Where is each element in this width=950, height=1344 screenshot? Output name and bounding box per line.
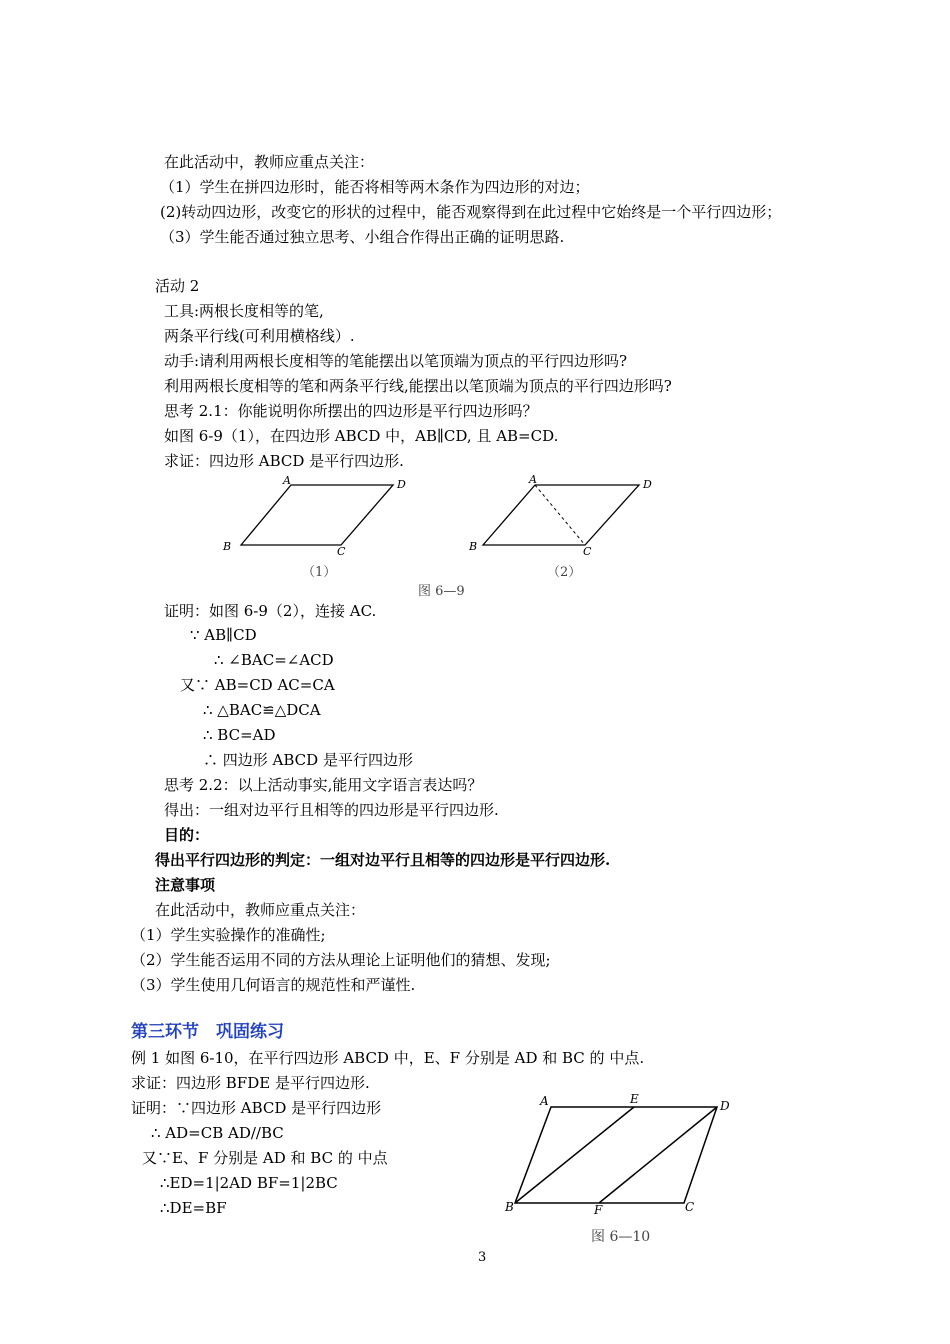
activity2-line-5: 思考 2.1：你能说明你所摆出的四边形是平行四边形吗？ xyxy=(164,402,538,420)
section3-proof-line-5: ∴DE=BF xyxy=(160,1199,227,1217)
activity2-line-3: 动手:请利用两根长度相等的笔能摆出以笔顶端为顶点的平行四边形吗? xyxy=(164,352,628,370)
activity2-line-4: 利用两根长度相等的笔和两条平行线,能摆出以笔顶端为顶点的平行四边形吗? xyxy=(164,377,672,395)
attention1-item-2: (2)转动四边形，改变它的形状的过程中，能否观察得到在此过程中它始终是一个平行四边形； xyxy=(160,203,782,221)
attention1-item-3: （3）学生能否通过独立思考、小组合作得出正确的证明思路. xyxy=(160,228,565,246)
attention1-item-1: （1）学生在拼四边形时，能否将相等两木条作为四边形的对边； xyxy=(160,178,590,196)
purpose-label: 目的： xyxy=(164,826,210,844)
section3-example: 例 1 如图 6-10，在平行四边形 ABCD 中，E、F 分别是 AD 和 BC 的 中点. xyxy=(131,1049,645,1067)
notes-item-2: （2）学生能否运用不同的方法从理论上证明他们的猜想、发现; xyxy=(131,951,551,969)
activity2-line-7: 求证：四边形 ABCD 是平行四边形. xyxy=(164,452,404,470)
fig69-2-label-d: D xyxy=(643,478,652,491)
think22-question: 思考 2.2：以上活动事实,能用文字语言表达吗？ xyxy=(164,776,483,794)
figure-6-9-sub2-caption: （2） xyxy=(547,565,582,580)
section3-prove: 求证：四边形 BFDE 是平行四边形. xyxy=(131,1074,370,1092)
notes-intro: 在此活动中，教师应重点关注： xyxy=(155,901,366,919)
fig610-label-c: C xyxy=(685,1200,695,1214)
proof1-line-2: ∵ AB∥CD xyxy=(190,626,257,644)
figure-6-9-caption: 图 6—9 xyxy=(418,584,465,599)
page-number: 3 xyxy=(478,1250,487,1265)
parallelogram-2 xyxy=(483,485,639,545)
section3-proof-line-3: 又∵E、F 分别是 AD 和 BC 的 中点 xyxy=(142,1149,388,1167)
fig610-label-a: A xyxy=(540,1094,549,1108)
fig610-label-e: E xyxy=(630,1092,639,1106)
fig69-2-label-c: C xyxy=(583,545,592,558)
proof1-line-3: ∴ ∠BAC=∠ACD xyxy=(214,651,334,669)
figure-6-10-drawing xyxy=(498,1090,743,1220)
fig69-2-label-a: A xyxy=(529,473,537,486)
fig69-1-label-b: B xyxy=(223,540,232,553)
notes-label: 注意事项 xyxy=(155,876,216,894)
parallelogram-1 xyxy=(241,485,393,545)
section3-proof-line-2: ∴ AD=CB AD//BC xyxy=(151,1124,284,1142)
activity2-line-2: 两条平行线(可利用横格线）. xyxy=(164,327,355,345)
figure-6-9-sub1-caption: （1） xyxy=(302,565,337,580)
proof1-line-5: ∴ △BAC≌△DCA xyxy=(203,701,321,719)
purpose-text: 得出平行四边形的判定：一组对边平行且相等的四边形是平行四边形. xyxy=(155,851,611,869)
figure-6-10 xyxy=(498,1090,743,1220)
fig69-2-label-b: B xyxy=(469,540,478,553)
notes-item-3: （3）学生使用几何语言的规范性和严谨性. xyxy=(131,976,416,994)
attention1-intro: 在此活动中，教师应重点关注： xyxy=(164,153,375,171)
fig610-label-f: F xyxy=(594,1203,603,1217)
proof1-line-7: ∴ 四边形 ABCD 是平行四边形 xyxy=(203,751,413,769)
fig69-1-label-a: A xyxy=(283,474,291,487)
section3-proof-line-4: ∴ED=1|2AD BF=1|2BC xyxy=(160,1174,338,1192)
fig69-1-label-d: D xyxy=(397,478,406,491)
section3-heading: 第三环节 巩固练习 xyxy=(131,1022,284,1042)
activity2-line-6: 如图 6-9（1），在四边形 ABCD 中，AB∥CD, 且 AB=CD. xyxy=(164,427,559,445)
activity2-title: 活动 2 xyxy=(155,277,200,295)
figure-6-10-caption: 图 6—10 xyxy=(591,1229,651,1245)
fig610-label-b: B xyxy=(505,1200,514,1214)
fig610-label-d: D xyxy=(720,1099,730,1113)
proof1-line-4: 又∵ AB=CD AC=CA xyxy=(180,676,335,694)
fig69-1-label-c: C xyxy=(337,545,346,558)
activity2-line-1: 工具:两根长度相等的笔, xyxy=(164,302,324,320)
diagonal-ac xyxy=(535,485,585,545)
think22-result: 得出：一组对边平行且相等的四边形是平行四边形. xyxy=(164,801,499,819)
proof1-line-6: ∴ BC=AD xyxy=(203,726,276,744)
notes-item-1: （1）学生实验操作的准确性; xyxy=(131,926,326,944)
proof1-line-1: 证明：如图 6-9（2），连接 AC. xyxy=(164,602,377,620)
section3-proof-line-1: 证明：∵四边形 ABCD 是平行四边形 xyxy=(131,1099,382,1117)
